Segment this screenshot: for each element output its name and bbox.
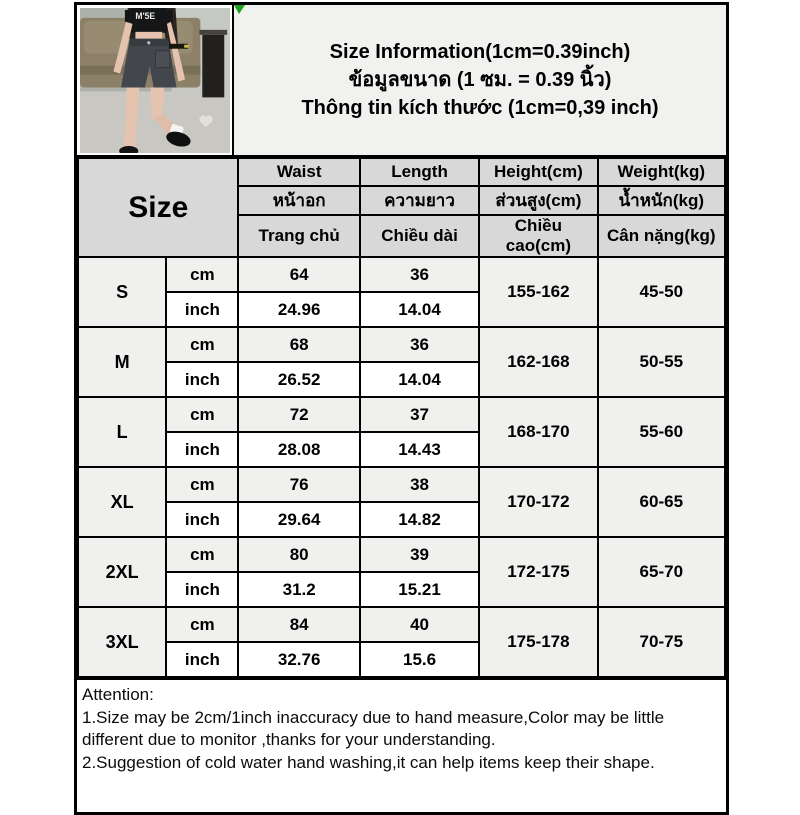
svg-text:M'5E: M'5E [135,10,156,21]
waist-inch-value: 28.08 [238,432,359,467]
length-inch-value: 14.43 [360,432,479,467]
attention-line-2: 2.Suggestion of cold water hand washing,it can help items keep their shape. [82,752,655,772]
size-label: S [78,257,166,327]
header-weight-vi: Cân nặng(kg) [598,215,725,257]
product-photo-illustration [80,8,230,153]
unit-inch-label: inch [166,432,238,467]
header-weight-th: น้ำหนัก(kg) [598,186,725,215]
unit-cm-label: cm [166,607,238,642]
unit-inch-label: inch [166,502,238,537]
header-length-en: Length [360,158,479,186]
length-cm-value: 40 [360,607,479,642]
length-cm-value: 36 [360,327,479,362]
height-range-value: 172-175 [479,537,597,607]
size-chart-sheet [74,2,729,815]
length-cm-value: 36 [360,257,479,292]
top-banner [77,5,726,157]
title-vietnamese: Thông tin kích thước (1cm=0,39 inch) [301,96,659,119]
header-waist-th: หน้าอก [238,186,359,215]
weight-range-value: 45-50 [598,257,725,327]
header-length-vi: Chiều dài [360,215,479,257]
waist-cm-value: 68 [238,327,359,362]
weight-range-value: 50-55 [598,327,725,397]
length-cm-value: 37 [360,397,479,432]
waist-cm-value: 80 [238,537,359,572]
size-table-body [78,257,725,677]
unit-inch-label: inch [166,292,238,327]
height-range-value: 175-178 [479,607,597,677]
unit-inch-label: inch [166,642,238,677]
waist-inch-value: 26.52 [238,362,359,397]
size-row-cm [78,397,725,432]
size-row-cm [78,257,725,292]
title-panel [234,5,726,155]
length-inch-value: 14.82 [360,502,479,537]
size-label: L [78,397,166,467]
length-cm-value: 39 [360,537,479,572]
header-row-en [78,158,725,186]
length-cm-value: 38 [360,467,479,502]
weight-range-value: 55-60 [598,397,725,467]
size-label: M [78,327,166,397]
unit-cm-label: cm [166,537,238,572]
length-inch-value: 14.04 [360,292,479,327]
unit-cm-label: cm [166,257,238,292]
weight-range-value: 60-65 [598,467,725,537]
unit-cm-label: cm [166,467,238,502]
height-range-value: 170-172 [479,467,597,537]
header-height-en: Height(cm) [479,158,597,186]
unit-cm-label: cm [166,397,238,432]
attention-box [77,678,726,812]
size-table-header [78,158,725,257]
waist-inch-value: 32.76 [238,642,359,677]
unit-cm-label: cm [166,327,238,362]
product-photo [77,5,234,155]
weight-range-value: 70-75 [598,607,725,677]
header-length-th: ความยาว [360,186,479,215]
size-row-cm [78,327,725,362]
header-waist-en: Waist [238,158,359,186]
size-row-cm [78,467,725,502]
size-table [77,157,726,678]
size-row-cm [78,607,725,642]
unit-inch-label: inch [166,362,238,397]
length-inch-value: 15.6 [360,642,479,677]
weight-range-value: 65-70 [598,537,725,607]
waist-cm-value: 76 [238,467,359,502]
height-range-value: 162-168 [479,327,597,397]
height-range-value: 155-162 [479,257,597,327]
header-height-vi: Chiều cao(cm) [479,215,597,257]
size-label: 2XL [78,537,166,607]
size-row-cm [78,537,725,572]
unit-inch-label: inch [166,572,238,607]
title-thai: ข้อมูลขนาด (1 ซม. = 0.39 นิ้ว) [348,68,612,91]
title-english: Size Information(1cm=0.39inch) [329,40,631,63]
waist-cm-value: 64 [238,257,359,292]
waist-inch-value: 29.64 [238,502,359,537]
waist-cm-value: 72 [238,397,359,432]
attention-heading: Attention: [82,685,154,704]
header-weight-en: Weight(kg) [598,158,725,186]
waist-inch-value: 31.2 [238,572,359,607]
waist-inch-value: 24.96 [238,292,359,327]
length-inch-value: 15.21 [360,572,479,607]
length-inch-value: 14.04 [360,362,479,397]
size-header-label: Size [78,158,238,257]
size-label: XL [78,467,166,537]
attention-line-1: 1.Size may be 2cm/1inch inaccuracy due to hand measure,Color may be little different due to monitor ,thanks for your understanding. [82,707,665,750]
height-range-value: 168-170 [479,397,597,467]
green-corner-icon [234,5,245,14]
header-height-th: ส่วนสูง(cm) [479,186,597,215]
size-label: 3XL [78,607,166,677]
header-waist-vi: Trang chủ [238,215,359,257]
waist-cm-value: 84 [238,607,359,642]
